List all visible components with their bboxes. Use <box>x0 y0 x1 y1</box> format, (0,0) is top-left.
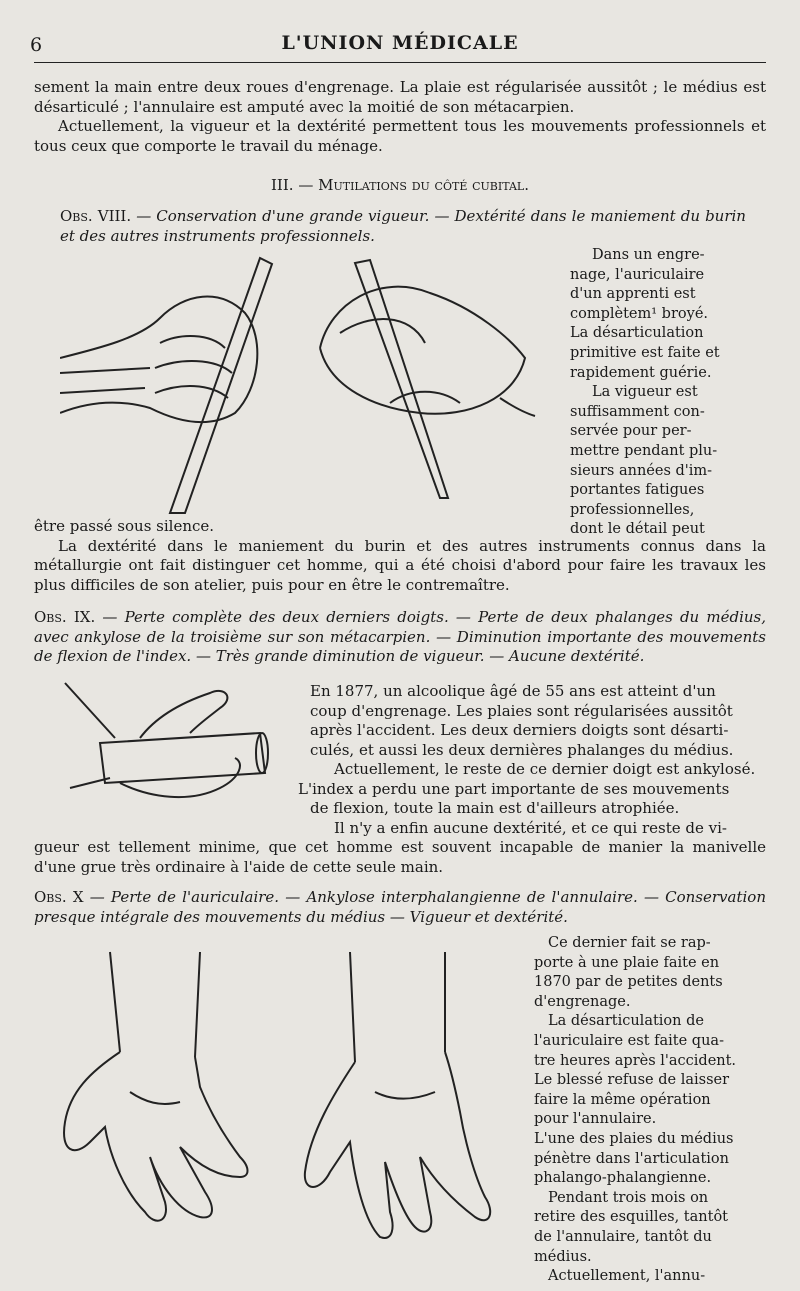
section-title: Mutilations du côté cubital. <box>318 176 529 194</box>
obs9-label: Obs. IX. <box>34 608 96 626</box>
obs10-side-line: Ce dernier fait se rap- <box>548 935 711 951</box>
section-numeral: III. <box>271 176 294 194</box>
intro-paragraph-2: Actuellement, la vigueur et la dextérité permettent tous les mouvements professionnels et tous ceux que comporte le travail du ménage. <box>34 117 766 155</box>
obs8-side-line: Dans un engre- <box>592 247 705 263</box>
obs8-side-line: suffisamment con- <box>570 403 705 420</box>
obs10-side-line: d'engrenage. <box>534 993 631 1010</box>
obs8-heading <box>60 207 746 246</box>
figure-hand-burin-1 <box>60 248 280 518</box>
obs8-side-line: servée pour per- <box>570 423 692 440</box>
obs8-label: Obs. VIII. <box>60 207 132 225</box>
obs9-side-line: Il n'y a enfin aucune dextérité, et ce qui reste de vi- <box>334 818 727 837</box>
obs8-side-line: primitive est faite et <box>570 344 720 361</box>
obs10-side-text <box>534 934 756 1287</box>
obs10-side-line: Le blessé refuse de laisser <box>534 1072 730 1089</box>
obs9-heading <box>34 608 766 667</box>
obs10-side-line: porte à une plaie faite en <box>534 954 720 971</box>
obs10-side-line: médius. <box>534 1248 592 1265</box>
obs9-continuation <box>34 838 766 877</box>
obs10-side-line: Pendant trois mois on <box>548 1189 709 1206</box>
obs9-side-text <box>298 682 766 838</box>
obs9-side-line: culés, et aussi les deux dernières phalanges du médius. <box>310 740 734 759</box>
obs10-heading-text: — Perte de l'auriculaire. — Ankylose interphalangienne de l'annulaire. — Conservation presque intégrale des mouvements du médius — Vigueur et dextérité. <box>34 888 766 926</box>
obs10-side-line: tre heures après l'accident. <box>534 1052 737 1069</box>
obs10-side-line: l'auriculaire est faite qua- <box>534 1032 724 1049</box>
obs9-side-line: En 1877, un alcoolique âgé de 55 ans est atteint d'un <box>310 682 716 700</box>
obs8-side-text <box>570 246 752 540</box>
obs9-side-line: coup d'engrenage. Les plaies sont régularisées aussitôt <box>310 701 733 720</box>
section-dash: — <box>298 176 314 194</box>
obs8-side-line: rapidement guérie. <box>570 364 712 381</box>
obs8-side-line: La désarticulation <box>570 325 704 342</box>
obs8-side-line: La vigueur est <box>592 384 698 401</box>
obs9-heading-text: — Perte complète des deux derniers doigts. — Perte de deux phalanges du médius, avec ankylose de la troisième sur son métacarpien. — Diminution importante des mouvements de flexion de l'index. — Très grande diminution de vigueur. — Aucune dextérité. <box>34 608 767 665</box>
section-heading <box>34 176 766 196</box>
obs8-side-line: sieurs années d'im- <box>570 462 713 479</box>
obs8-continuation <box>34 517 766 595</box>
obs8-paragraph-2: La dextérité dans le maniement du burin et des autres instruments connus dans la métallurgie ont fait distinguer cet homme, qui a été choisi d'abord pour faire les travaux les plus difficiles de son atelier, puis pour en être le contremaître. <box>34 536 766 594</box>
obs9-side-line: L'index a perdu une part importante de ses mouvements <box>298 779 730 798</box>
obs9-side-line: de flexion, toute la main est d'ailleurs atrophiée. <box>310 799 680 817</box>
obs8-side-line: mettre pendant plu- <box>570 442 718 459</box>
obs10-side-line: de l'annulaire, tantôt du <box>534 1228 712 1245</box>
obs10-label: Obs. X <box>34 888 84 906</box>
obs10-side-line: pour l'annulaire. <box>534 1111 657 1128</box>
figure-hand-palm-right <box>295 942 515 1242</box>
obs10-side-line: 1870 par de petites dents <box>534 974 723 991</box>
running-title: L'UNION MÉDICALE <box>281 32 519 54</box>
obs8-side-line: dont le détail peut <box>570 521 705 538</box>
obs8-side-line: d'un apprenti est <box>570 286 696 303</box>
obs8-side-line: professionnelles, <box>570 501 695 518</box>
obs10-heading <box>34 888 766 927</box>
figure-hand-burin-2 <box>300 248 540 518</box>
page-number: 6 <box>30 34 43 56</box>
figure-hand-palm-left <box>50 942 270 1232</box>
obs10-side-line: phalango-phalangienne. <box>534 1170 712 1187</box>
intro-text <box>34 78 766 156</box>
obs10-side-line: pénètre dans l'articulation <box>534 1150 729 1167</box>
obs10-side-line: retire des esquilles, tantôt <box>534 1209 729 1226</box>
obs10-side-line: La désarticulation de <box>548 1013 704 1030</box>
obs8-heading-text: — Conservation d'une grande vigueur. — Dextérité dans le maniement du burin et des autres instruments professionnels. <box>60 207 746 245</box>
figure-atrophied-hand <box>60 678 280 813</box>
obs9-side-line: après l'accident. Les deux derniers doigts sont désarti- <box>310 721 729 739</box>
obs8-side-line: complètem¹ broyé. <box>570 305 709 322</box>
obs8-side-line: portantes fatigues <box>570 482 705 499</box>
obs9-continue: gueur est tellement minime, que cet homme est souvent incapable de manier la manivelle d'une grue très ordinaire à l'aide de cette seule main. <box>34 838 766 876</box>
obs10-side-line: L'une des plaies du médius <box>534 1130 734 1147</box>
obs10-side-line: Actuellement, l'annu- <box>548 1268 706 1285</box>
header-rule <box>34 62 766 63</box>
intro-paragraph-1: sement la main entre deux roues d'engrenage. La plaie est régularisée aussitôt ; le médius est désarticulé ; l'annulaire est amputé avec la moitié de son métacarpien. <box>34 78 766 116</box>
obs10-side-line: faire la même opération <box>534 1091 711 1108</box>
obs8-side-line: nage, l'auriculaire <box>570 266 705 283</box>
obs9-side-line: Actuellement, le reste de ce dernier doigt est ankylosé. <box>334 760 756 778</box>
obs8-continue: être passé sous silence. <box>34 517 215 535</box>
